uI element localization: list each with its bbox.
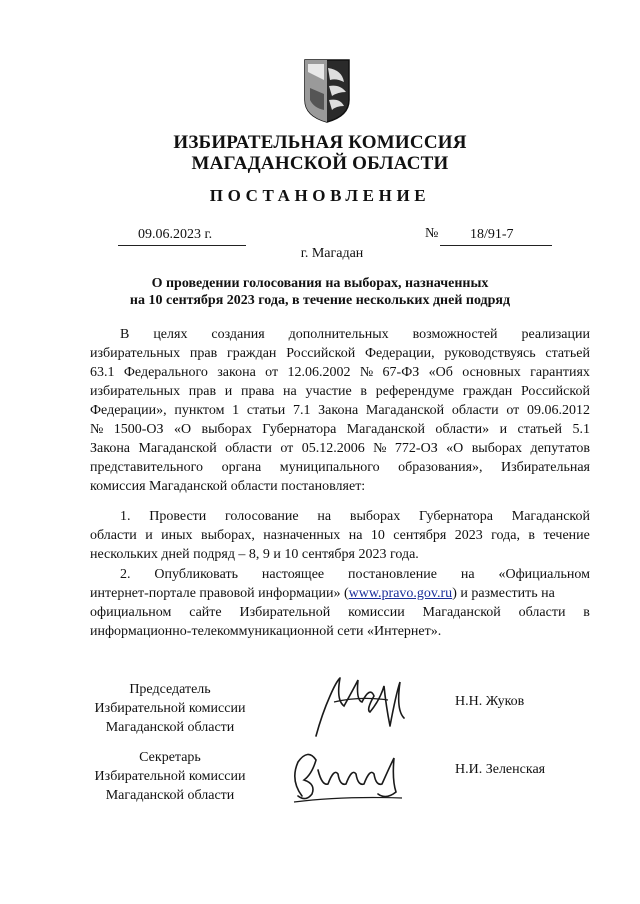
chair-title-line: Председатель [129,682,211,697]
paragraph-line: представительного органа муниципального образования», Избирательная [90,460,590,475]
chair-title-block [50,680,290,737]
chair-title-line: Магаданской области [105,720,235,735]
subject-line1: О проведении голосования на выборах, назначенных [151,276,489,291]
paragraph-line: Федерации», пунктом 1 статьи 7.1 Закона Магаданской области от 09.06.2012 [90,403,590,418]
secretary-signature [282,740,432,810]
paragraph-line: избирательных прав и права на участие в референдуме граждан Российской [90,384,590,399]
paragraph-3-line2 [90,585,590,603]
paragraph-line: избирательных прав граждан Российской Федерации, руководствуясь статьей [90,346,590,361]
pravo-gov-link[interactable]: www.pravo.gov.ru [348,586,453,601]
coat-of-arms-emblem [302,58,352,124]
secretary-name: Н.И. Зеленская [455,762,546,777]
paragraph-line: 63.1 Федерального закона от 12.06.2002 № 67-ФЗ «Об основных гарантиях [90,365,590,380]
decree-date: 09.06.2023 г. [138,227,213,242]
secretary-title-block [50,748,290,805]
decree-title: ПОСТАНОВЛЕНИЕ [209,186,431,205]
org-name-line2: МАГАДАНСКОЙ ОБЛАСТИ [191,153,449,174]
number-field [440,227,552,246]
chair-name: Н.Н. Жуков [455,694,525,709]
city: г. Магадан [300,246,364,261]
paragraph-line: нескольких дней подряд – 8, 9 и 10 сентября 2023 года. [90,547,419,562]
chair-title-line: Избирательной комиссии [94,701,246,716]
secretary-title-line: Избирательной комиссии [94,769,246,784]
chair-signature [300,666,420,746]
decree-number: 18/91-7 [470,227,514,242]
text-span: интернет-портале правовой информации» (www.pravo.gov.ru) и разместить на [90,586,555,601]
paragraph-3-line3: официальном сайте Избирательной комиссии Магаданской области в [90,605,590,620]
paragraph-3-line1: 2. Опубликовать настоящее постановление на «Официальном [120,567,590,582]
paragraph-line: В целях создания дополнительных возможностей реализации [120,327,590,342]
paragraph-line: 1. Провести голосование на выборах Губернатора Магаданской [120,509,590,524]
paragraph-line: Закона Магаданской области от 05.12.2006 № 772-ОЗ «О выборах депутатов [90,441,590,456]
paragraph-line: области и иных выборах, назначенных на 10 сентября 2023 года, в течение [90,528,590,543]
paragraph-line: № 1500-ОЗ «О выборах Губернатора Магаданской области» и статьей 5.1 [90,422,590,437]
date-field [118,227,246,246]
paragraph-3-line4: информационно-телекоммуникационной сети «Интернет». [90,624,442,639]
org-name-line1: ИЗБИРАТЕЛЬНАЯ КОМИССИЯ [173,132,467,153]
secretary-title-line: Секретарь [139,750,201,765]
subject-line2: на 10 сентября 2023 года, в течение нескольких дней подряд [129,293,511,308]
secretary-title-line: Магаданской области [105,788,235,803]
number-sign: № [425,226,439,241]
paragraph-line: комиссия Магаданской области постановляет: [90,479,366,494]
